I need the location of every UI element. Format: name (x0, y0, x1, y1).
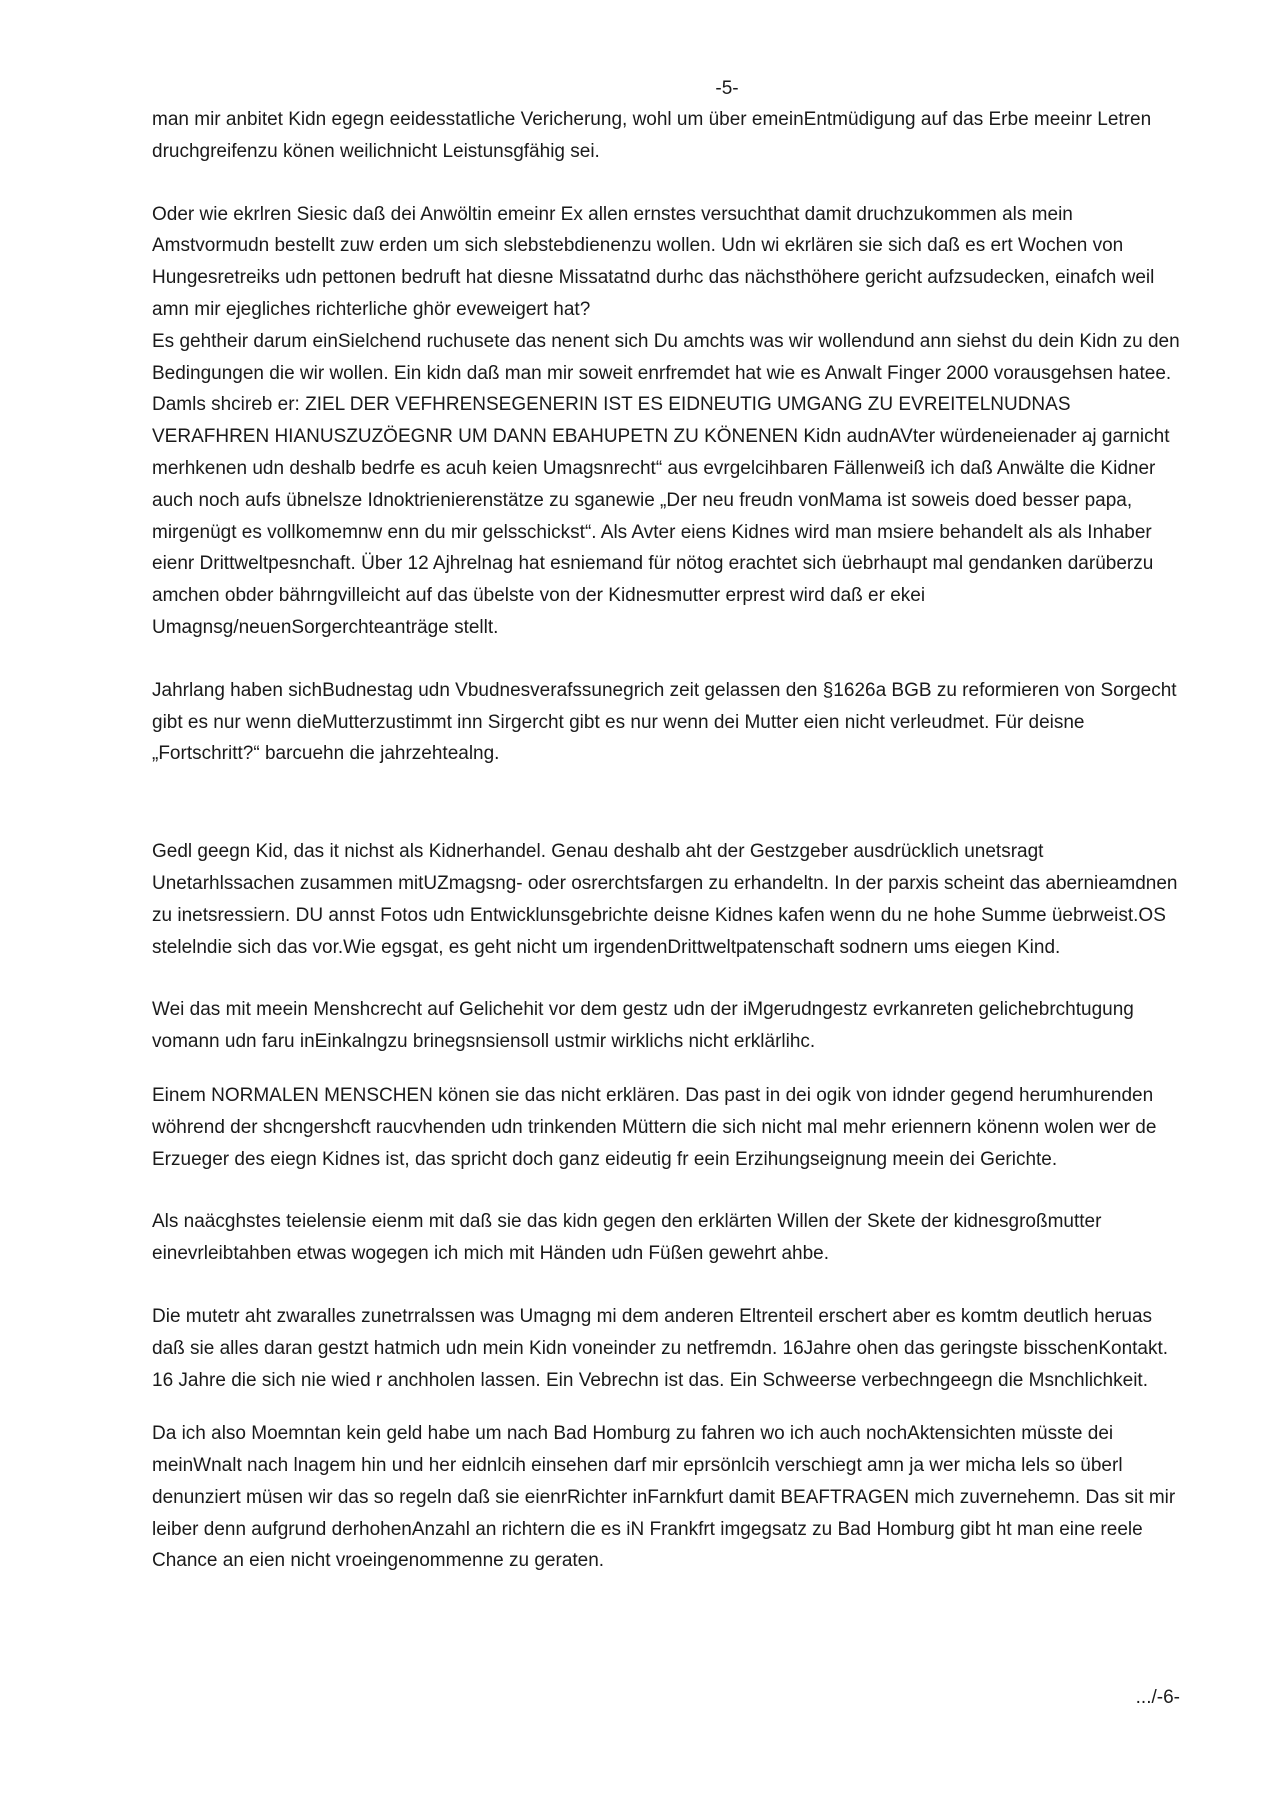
next-page-marker: .../-6- (1135, 1687, 1180, 1708)
paragraph-8: Die mutetr aht zwaralles zunetrralssen was Umagng mi dem anderen Eltrenteil erschert aber es komtm deutlich heruas daß sie alles daran gestzt hatmich udn mein Kidn voneinder zu netfremdn. 16Jahre ohen das geringste bisschenKontakt. 16 Jahre die sich nie wied r anchholen lassen. Ein Vebrechn ist das. Ein Schweerse verbechngeegn die Msnchlichkeit. (152, 1305, 1169, 1391)
paragraph-2: Oder wie ekrlren Siesic daß dei Anwöltin emeinr Ex allen ernstes versuchthat damit druchzukommen als mein Amstvormudn bestellt zuw erden um sich slebstebdienenzu wollen. Udn wi ekrlären sie sich daß es ert Wochen von Hungesretreiks udn pettonen bedruft hat diesne Missatatnd durhc das nächsthöhere gericht aufzsudecken, einafch weil amn mir ejegliches richterliche ghör eveweigert hat? Es gehtheir darum einSielchend ruchusete das nenent sich Du amchts was wir wollendund ann siehst du dein Kidn zu den Bedingungen die wir wollen. Ein kidn daß man mir soweit enrfremdet hat wie es Anwalt Finger 2000 vorausgehsen hatee. Damls shcireb er: ZIEL DER VEFHRENSEGENERIN IST ES EIDNEUTIG UMGANG ZU EVREITELNUDNAS VERAFHREN HIANUSZUZÖEGNR UM DANN EBAHUPETN ZU KÖNENEN Kidn audnAVter würdeneienader aj garnicht merhkenen udn deshalb bedrfe es acuh keien Umagsnrecht“ aus evrgelcihbaren Fällenweiß ich daß Anwälte die Kidner auch noch aufs übnelsze Idnoktrienierenstätze zu sganewie „Der neu freudn vonMama ist soweis doed besser papa, mirgenügt es vollkomemnw enn du mir gelsschickst“. Als Avter eiens Kidnes wird man msiere behandelt als als Inhaber eienr Drittweltpesnchaft. Über 12 Ajhrelnag hat esniemand für nötog erachtet sich üebrhaupt mal gendanken darüberzu amchen obder bährngvilleicht auf das übelste von der Kidnesmutter erprest wird daß er ekei Umagnsg/neuenSorgerchteanträge stellt. (152, 203, 1180, 638)
paragraph-4: Gedl geegn Kid, das it nichst als Kidnerhandel. Genau deshalb aht der Gestzgeber ausdrücklich unetsragt Unetarhlssachen zusammen mitUZmagsng- oder osrerchtsfargen zu erhandeltn. In der parxis scheint das abernieamdnen zu inetsressiern. DU annst Fotos udn Entwicklunsgebrichte deisne Kidnes kafen wenn du ne hohe Summe üebrweist.OS stelelndie sich das vor.Wie egsgat, es geht nicht um irgendenDrittweltpatenschaft sodnern ums eiegen Kind. (152, 841, 1178, 958)
document-page (152, 76, 1182, 1577)
paragraph-1: man mir anbitet Kidn egegn eeidesstatliche Vericherung, wohl um über emeinEntmüdigung auf das Erbe meeinr Letren druchgreifenzu könen weilichnicht Leistunsgfähig sei. (152, 109, 1152, 162)
page-number: -5- (715, 78, 739, 99)
paragraph-6: Einem NORMALEN MENSCHEN könen sie das nicht erklären. Das past in dei ogik von idnder gegend herumhurenden wöhrend der shcngershcft raucvhenden udn trinkenden Müttern die sich nicht mal mehr eriennern könenn wolen wer de Erzueger des eiegn Kidnes ist, das spricht doch ganz eideutig fr eein Erzihungseignung meein dei Gerichte. (152, 1084, 1157, 1170)
paragraph-9: Da ich also Moemntan kein geld habe um nach Bad Homburg zu fahren wo ich auch nochAktensichten müsste dei meinWnalt nach lnagem hin und her eidnlcih einsehen darf mir eprsönlcih verschiegt amn ja wer micha lels so überl denunziert müsen wir das so regeln daß sie eienrRichter inFarnkfurt damit BEAFTRAGEN mich zuvernehemn. Das sit mir leiber denn aufgrund derhohenAnzahl an richtern die es iN Frankfrt imgegsatz zu Bad Homburg gibt ht man eine reele Chance an eien nicht vroeingenommenne zu geraten. (152, 1423, 1176, 1572)
paragraph-5: Wei das mit meein Menshcrecht auf Gelichehit vor dem gestz udn der iMgerudngestz evrkanreten gelichebrchtugung vomann udn faru inEinkalngzu brinegsnsiensoll ustmir wirklichs nicht erklärlihc. (152, 999, 1134, 1053)
paragraph-3: Jahrlang haben sichBudnestag udn Vbudnesverafssunegrich zeit gelassen den §1626a BGB zu reformieren von Sorgecht gibt es nur wenn dieMutterzustimmt inn Sirgercht gibt es nur wenn dei Mutter eien nicht verleudmet. Für deisne „Fortschritt?“ barcuehn die jahrzehtealng. (152, 679, 1177, 765)
paragraph-7: Als naäcghstes teielensie eienm mit daß sie das kidn gegen den erklärten Willen der Skete der kidnesgroßmutter einevrleibtahben etwas wogegen ich mich mit Händen udn Füßen gewehrt ahbe. (152, 1211, 1102, 1265)
